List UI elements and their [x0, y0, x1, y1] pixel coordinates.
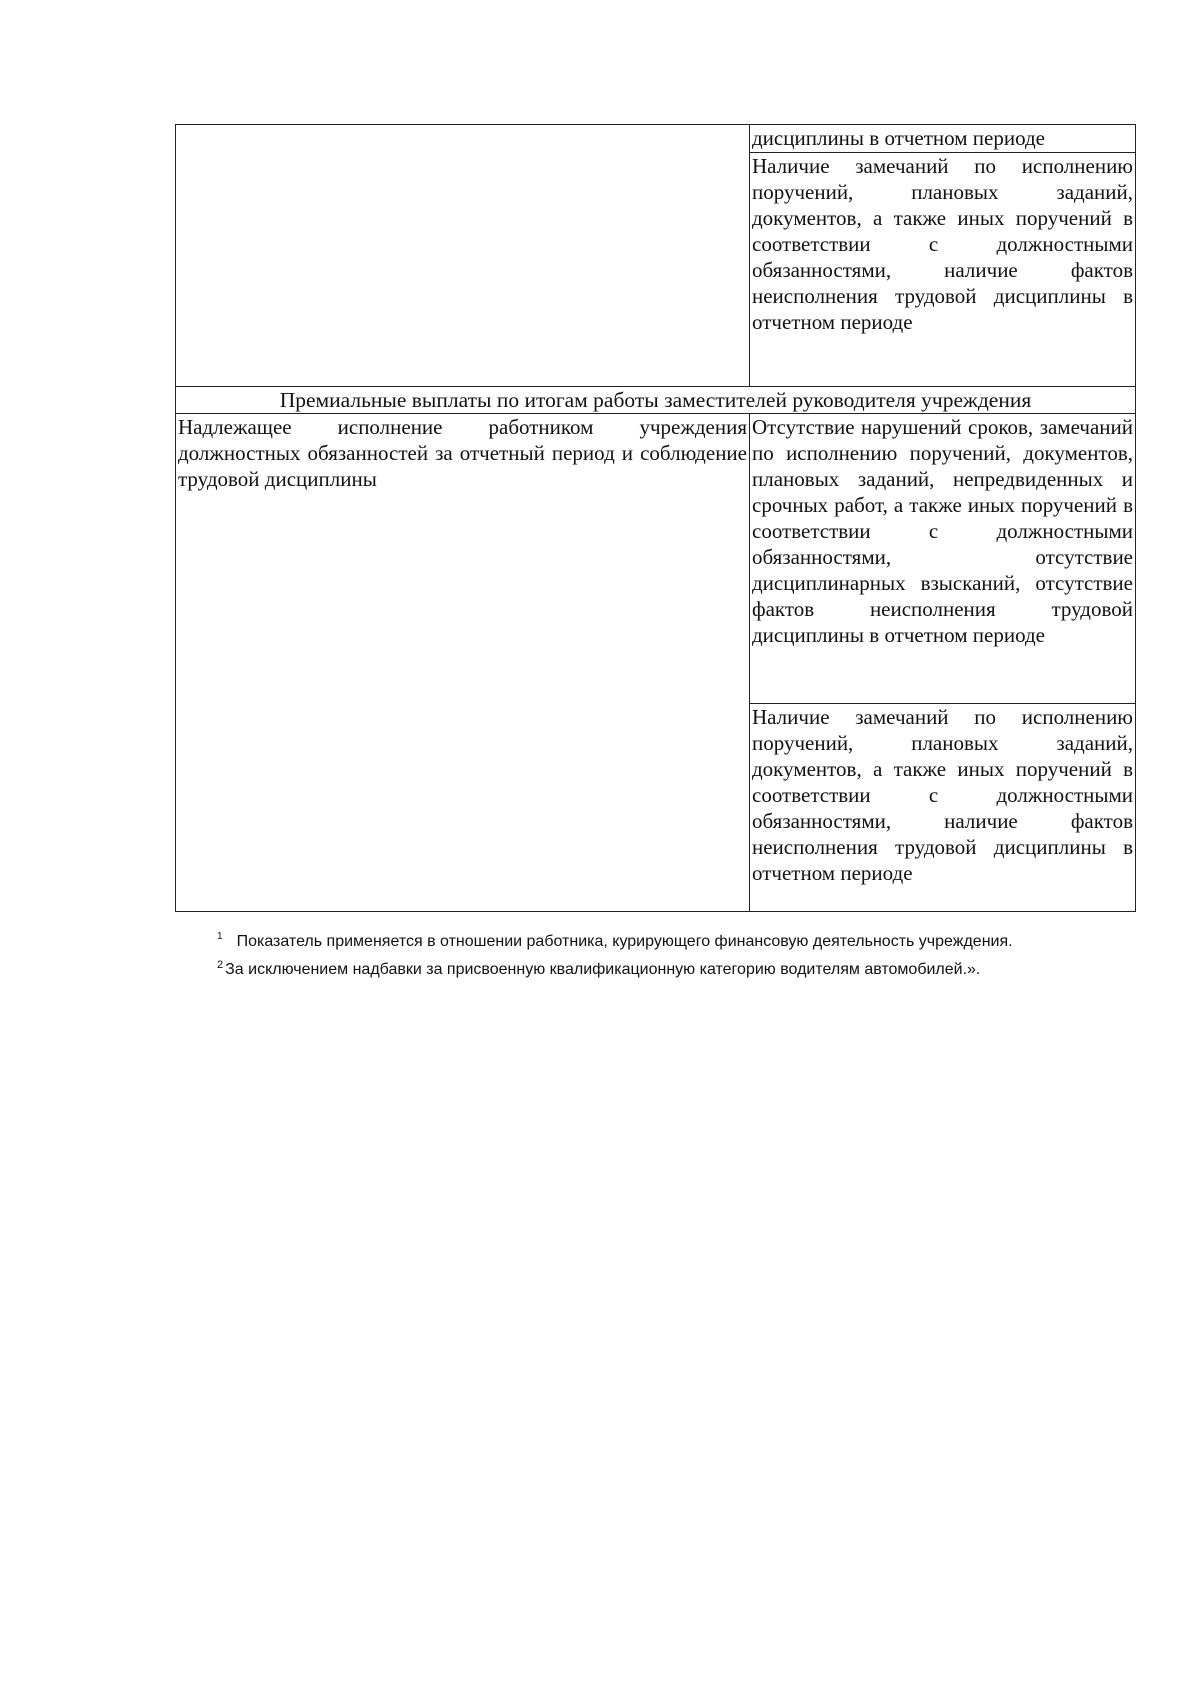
table-row [176, 414, 1136, 704]
table-cell-indicator: Надлежащее исполнение работником учреждения должностных обязанностей за отчетный период и соблюдение трудовой дисциплины [176, 414, 750, 912]
footnote-text: За исключением надбавки за присвоенную квалификационную категорию водителям автомобилей.». [225, 961, 981, 978]
table-row [176, 387, 1136, 414]
table-cell-criterion: дисциплины в отчетном периоде [750, 125, 1136, 153]
footnote-text: Показатель применяется в отношении работника, курирующего финансовую деятельность учреждения. [236, 933, 1013, 950]
footnote-1 [175, 930, 1135, 954]
footnote-marker: 1 [217, 931, 223, 942]
table-cell-criterion: Наличие замечаний по исполнению поручений, плановых заданий, документов, а также иных поручений в соответствии с должностными обязанностями, наличие фактов неисполнения трудовой дисциплины в отчетном периоде [750, 704, 1136, 912]
footnote-marker: 2 [217, 959, 224, 971]
table-cell-criterion: Отсутствие нарушений сроков, замечаний по исполнению поручений, документов, плановых заданий, непредвиденных и срочных работ, а также иных поручений в соответствии с должностными обязанностями, отсутствие дисциплинарных взысканий, отсутствие фактов неисполнения трудовой дисциплины в отчетном периоде [750, 414, 1136, 704]
footnotes [175, 930, 1135, 982]
table-row [176, 125, 1136, 153]
footnote-2 [175, 958, 1135, 982]
table-cell-criterion: Наличие замечаний по исполнению поручений, плановых заданий, документов, а также иных поручений в соответствии с должностными обязанностями, наличие фактов неисполнения трудовой дисциплины в отчетном периоде [750, 153, 1136, 387]
table-cell-empty [176, 125, 750, 387]
criteria-table [175, 124, 1136, 912]
section-heading: Премиальные выплаты по итогам работы заместителей руководителя учреждения [176, 387, 1136, 414]
